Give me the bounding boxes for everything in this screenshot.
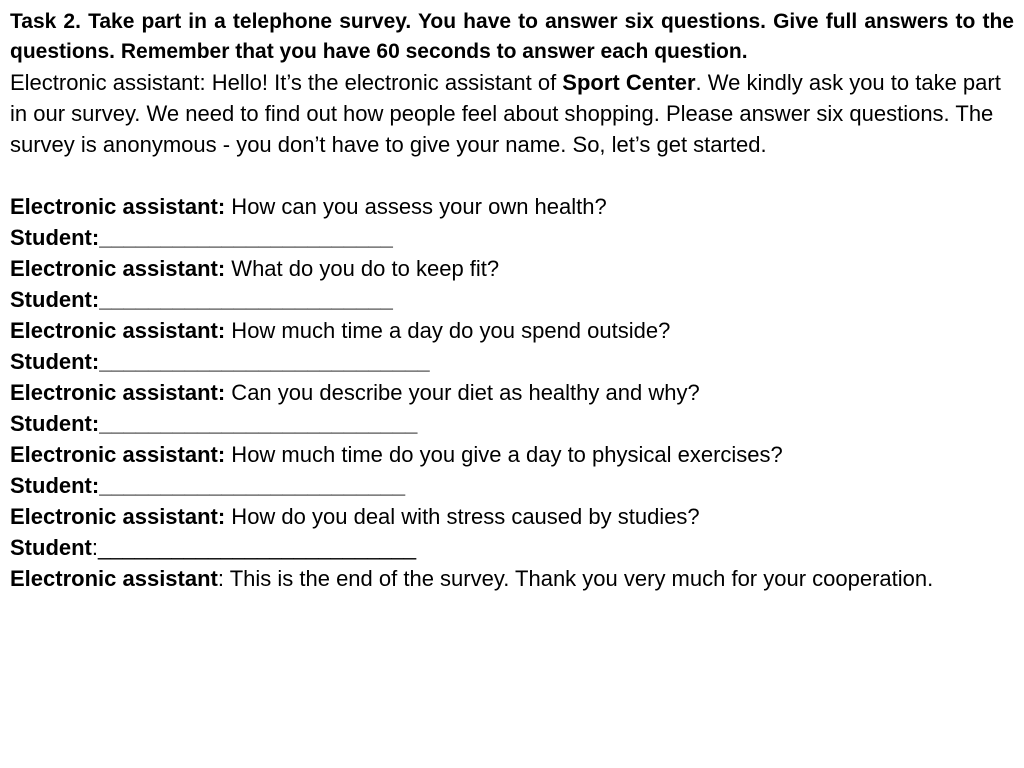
student-label: Student: [10, 287, 100, 312]
question-text: How much time do you give a day to physical exercises? [225, 442, 783, 467]
assistant-question-6 [10, 501, 1014, 532]
intro-paragraph [10, 67, 1014, 160]
assistant-question-3 [10, 315, 1014, 346]
student-answer-2 [10, 284, 1014, 315]
student-answer-4 [10, 408, 1014, 439]
sport-center-name: Sport Center [562, 70, 696, 95]
student-label: Student [10, 535, 92, 560]
question-text: How much time a day do you spend outside? [225, 318, 671, 343]
question-text: Can you describe your diet as healthy and why? [225, 380, 700, 405]
answer-blank: _________________________ [99, 473, 406, 498]
student-answer-3 [10, 346, 1014, 377]
assistant-question-5 [10, 439, 1014, 470]
answer-blank: ________________________ [99, 225, 393, 250]
intro-text-start: Electronic assistant: Hello! It’s the electronic assistant of [10, 70, 563, 95]
assistant-label: Electronic assistant: [10, 380, 226, 405]
assistant-label: Electronic assistant [10, 566, 218, 591]
student-label: Student: [10, 349, 100, 374]
student-answer-6 [10, 532, 1014, 563]
closing-statement [10, 563, 1014, 594]
question-text: What do you do to keep fit? [225, 256, 500, 281]
question-text: How do you deal with stress caused by studies? [225, 504, 700, 529]
assistant-label: Electronic assistant: [10, 194, 226, 219]
assistant-question-1 [10, 191, 1014, 222]
task-instructions: Task 2. Take part in a telephone survey. You have to answer six questions. Give full answers to the questions. Remember that you have 60 seconds to answer each question. [10, 10, 1014, 63]
student-label: Student: [10, 473, 100, 498]
student-colon: : [91, 535, 99, 560]
assistant-question-4 [10, 377, 1014, 408]
answer-blank: __________________________ [98, 535, 417, 560]
closing-text: : This is the end of the survey. Thank you very much for your cooperation. [217, 566, 934, 591]
student-answer-1 [10, 222, 1014, 253]
answer-blank: __________________________ [99, 411, 418, 436]
student-label: Student: [10, 225, 100, 250]
answer-blank: ___________________________ [99, 349, 430, 374]
assistant-label: Electronic assistant: [10, 256, 226, 281]
assistant-question-2 [10, 253, 1014, 284]
survey-dialogue [10, 191, 1014, 594]
student-label: Student: [10, 411, 100, 436]
assistant-label: Electronic assistant: [10, 318, 226, 343]
assistant-label: Electronic assistant: [10, 442, 226, 467]
student-answer-5 [10, 470, 1014, 501]
assistant-label: Electronic assistant: [10, 504, 226, 529]
intro-text-end: . We kindly ask you to take part in our survey. We need to find out how people feel about shopping. Please answer six questions. The survey is anonymous - you don’t have to give your name. So, let’s get started. [10, 70, 1001, 157]
answer-blank: ________________________ [99, 287, 393, 312]
question-text: How can you assess your own health? [225, 194, 607, 219]
